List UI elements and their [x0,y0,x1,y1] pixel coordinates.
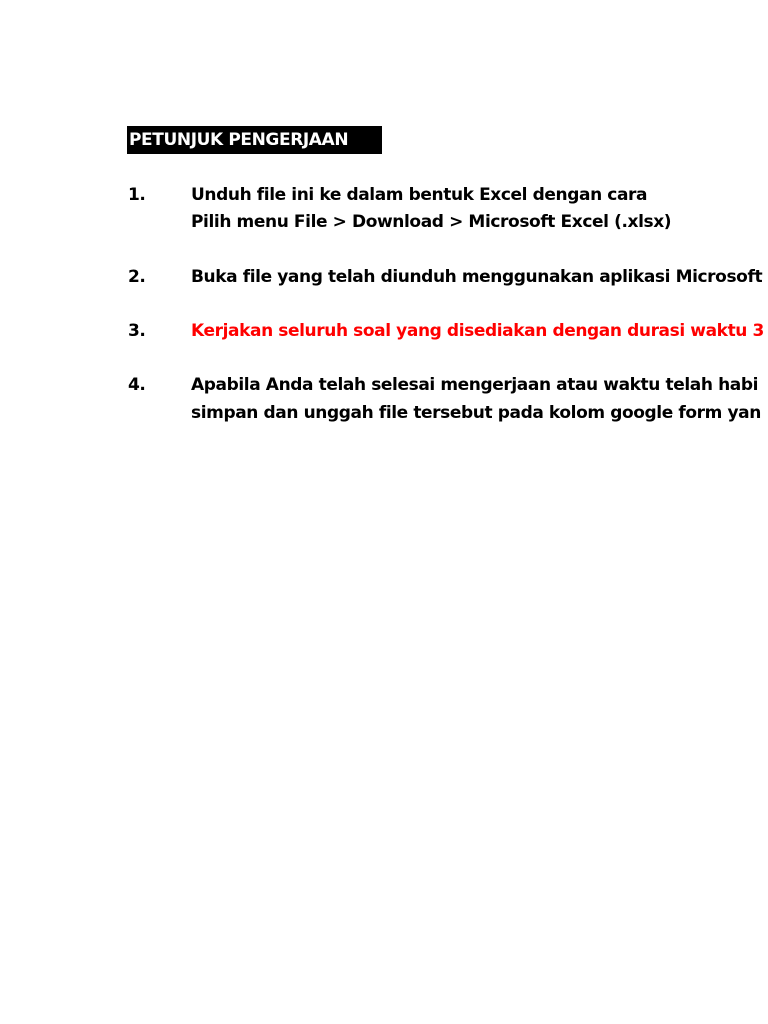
instruction-text-line: Buka file yang telah diunduh menggunakan aplikasi Microsoft [191,267,763,287]
document-title: PETUNJUK PENGERJAAN [129,130,349,150]
instruction-text-line-highlighted: Kerjakan seluruh soal yang disediakan dengan durasi waktu 3 [191,321,764,341]
instruction-number: 3. [128,321,146,341]
instruction-text-line: Unduh file ini ke dalam bentuk Excel dengan cara [191,185,648,205]
instruction-number: 4. [128,375,146,395]
instruction-number: 1. [128,185,146,205]
instruction-text-line: Pilih menu File > Download > Microsoft Excel (.xlsx) [191,212,672,232]
instruction-text-line: Apabila Anda telah selesai mengerjaan atau waktu telah habi [191,375,759,395]
instruction-text-line: simpan dan unggah file tersebut pada kolom google form yan [191,403,761,423]
instruction-number: 2. [128,267,146,287]
